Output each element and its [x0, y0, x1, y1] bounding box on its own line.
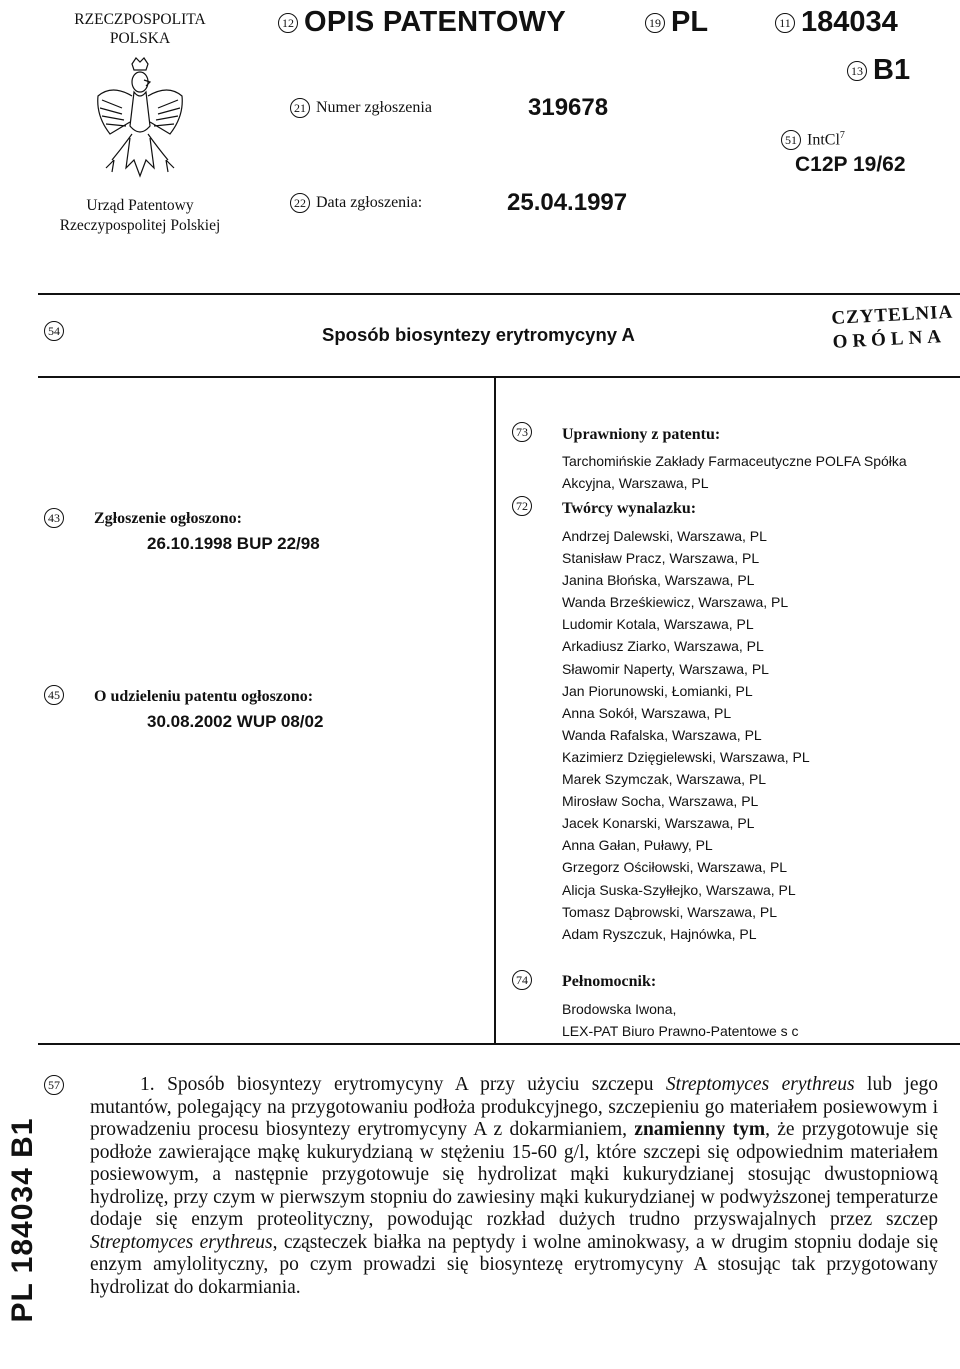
filing-date-label-text: Data zgłoszenia:	[316, 194, 423, 211]
inventors-list	[562, 525, 810, 945]
eagle-emblem-icon	[92, 56, 188, 186]
proprietor-line-2: Akcyjna, Warszawa, PL	[562, 475, 709, 491]
proprietor-line-1: Tarchomińskie Zakłady Farmaceutyczne POLFA Spółka	[562, 453, 907, 469]
agent-line-1: Brodowska Iwona,	[562, 1001, 677, 1017]
int-cl-sup: 7	[839, 130, 845, 142]
inid-code: 51	[781, 130, 801, 150]
claim-text: , cząsteczek białka na peptydy i wolne aminokwasy, a w drugim stopniu dodaje się enzym amylolityczny, po czym prowadzi się biosyntezę erytromycyny A stosując tak przygotowany hydrolizat do dokarmiania.	[90, 1231, 939, 1298]
inid-code: 13	[847, 61, 867, 81]
bottom-rule	[38, 1043, 960, 1045]
inventor-item: Janina Błońska, Warszawa, PL	[562, 572, 755, 589]
inid-code: 21	[290, 98, 310, 118]
doc-type-text: OPIS PATENTOWY	[304, 6, 566, 38]
inventor-item: Anna Sokół, Warszawa, PL	[562, 704, 732, 721]
inventor-item: Alicja Suska-Szyłłejko, Warszawa, PL	[562, 881, 796, 898]
inid-code: 73	[512, 422, 532, 442]
inventor-item: Wanda Brześkiewicz, Warszawa, PL	[562, 594, 789, 611]
filing-date-label	[290, 193, 422, 213]
country-code-text: PL	[671, 6, 709, 38]
inid-code: 74	[512, 970, 532, 990]
patent-title: Sposób biosyntezy erytromycyny A	[322, 324, 635, 345]
claim-italic: Streptomyces erythreus	[665, 1074, 855, 1095]
top-rule	[38, 293, 960, 295]
inventor-item: Ludomir Kotala, Warszawa, PL	[562, 616, 754, 633]
office-name	[40, 196, 240, 236]
kind-code-text: B1	[873, 54, 911, 86]
kind-code	[847, 54, 910, 87]
inventor-item: Mirosław Socha, Warszawa, PL	[562, 793, 759, 810]
claim-bold: znamienny tym	[634, 1119, 766, 1140]
inventor-item: Anna Gałan, Puławy, PL	[562, 837, 713, 854]
publication-value: 26.10.1998 BUP 22/98	[147, 534, 320, 553]
country-line-2: POLSKA	[109, 30, 171, 47]
office-name-line-1: Urząd Patentowy	[86, 197, 194, 214]
inventor-item: Arkadiusz Ziarko, Warszawa, PL	[562, 638, 764, 655]
inid-code: 43	[44, 508, 64, 528]
inventors-label: Twórcy wynalazku:	[562, 500, 697, 517]
stamp-line-1: CZYTELNIA	[830, 301, 954, 329]
inid-code: 54	[44, 321, 64, 341]
inventor-item: Kazimierz Dzięgielewski, Warszawa, PL	[562, 748, 810, 765]
column-separator	[494, 376, 496, 1044]
grant-value: 30.08.2002 WUP 08/02	[147, 712, 324, 731]
claim-text: 1. Sposób biosyntezy erytromycyny A przy użyciu szczepu	[140, 1074, 666, 1095]
agent-block	[562, 998, 799, 1042]
inventor-item: Wanda Rafalska, Warszawa, PL	[562, 726, 762, 743]
int-cl-value: C12P 19/62	[795, 153, 906, 176]
inid-code: 57	[44, 1075, 64, 1095]
inventor-item: Adam Ryszczuk, Hajnówka, PL	[562, 925, 757, 942]
country-line-1: RZECZPOSPOLITA	[74, 11, 206, 28]
office-country	[40, 10, 240, 48]
application-number: 319678	[528, 94, 609, 121]
abstract-claim	[90, 1074, 938, 1299]
inventor-item: Jan Piorunowski, Łomianki, PL	[562, 682, 753, 699]
inventor-item: Andrzej Dalewski, Warszawa, PL	[562, 528, 767, 544]
patent-number	[775, 6, 898, 39]
inid-code: 45	[44, 685, 64, 705]
inid-code: 19	[645, 13, 665, 33]
publication-label: Zgłoszenie ogłoszono:	[94, 510, 242, 527]
filing-date: 25.04.1997	[507, 189, 628, 216]
grant-label: O udzieleniu patentu ogłoszono:	[94, 688, 314, 705]
inid-code: 22	[290, 193, 310, 213]
proprietor-block	[562, 428, 907, 494]
inid-code: 11	[775, 13, 795, 33]
inid-code: 72	[512, 496, 532, 516]
app-no-label-text: Numer zgłoszenia	[316, 99, 432, 116]
patent-number-text: 184034	[801, 6, 898, 38]
doc-type	[278, 6, 566, 39]
stamp-line-2: ORÓLNA	[832, 325, 947, 353]
inventor-item: Tomasz Dąbrowski, Warszawa, PL	[562, 903, 777, 920]
inid-code: 12	[278, 13, 298, 33]
library-stamp	[830, 301, 954, 355]
second-rule	[38, 376, 960, 378]
claim-text: , że przygotowuje się podłoże zawierające mąkę kukurydzianą w stężeniu 15-60 g/l, które szczepi się odpowiednim materiałem posiewowym, a następnie przygotowuje się hydrolizat mąki kukurydzianej stosując dwustopniową hydrolizę, przy czym w pierwszym stopniu do zawiesiny mąki kukurydzianej w podwyższonej temperaturze dodaje się enzym proteolityczny, powodując rozkład dużych trudno przyswajalnych przez szczep	[90, 1119, 938, 1230]
side-patent-label: PL 184034 B1	[6, 1117, 39, 1323]
int-cl-label	[781, 130, 845, 150]
agent-label: Pełnomocnik:	[562, 973, 657, 990]
inventor-item: Grzegorz Ościłowski, Warszawa, PL	[562, 859, 788, 876]
inventor-item: Stanisław Pracz, Warszawa, PL	[562, 550, 760, 567]
claim-italic: Streptomyces erythreus	[90, 1231, 273, 1253]
country-code	[645, 6, 708, 39]
inventor-item: Jacek Konarski, Warszawa, PL	[562, 815, 755, 832]
claim-text: lub jego mutantów, polegający na przygotowaniu podłoża produkcyjnego, szczepieniu go materiałem posiewowym i prowadzeniu procesu biosyntezy erytromycyny A z dokarmianiem,	[90, 1074, 938, 1140]
agent-line-2: LEX-PAT Biuro Prawno-Patentowe s c	[562, 1023, 799, 1039]
application-number-label	[290, 98, 432, 118]
int-cl-label-text: IntCl	[807, 131, 840, 149]
proprietor-label: Uprawniony z patentu:	[562, 426, 721, 443]
inventor-item: Marek Szymczak, Warszawa, PL	[562, 771, 767, 788]
inventor-item: Sławomir Naperty, Warszawa, PL	[562, 660, 769, 677]
office-name-line-2: Rzeczypospolitej Polskiej	[59, 217, 221, 234]
